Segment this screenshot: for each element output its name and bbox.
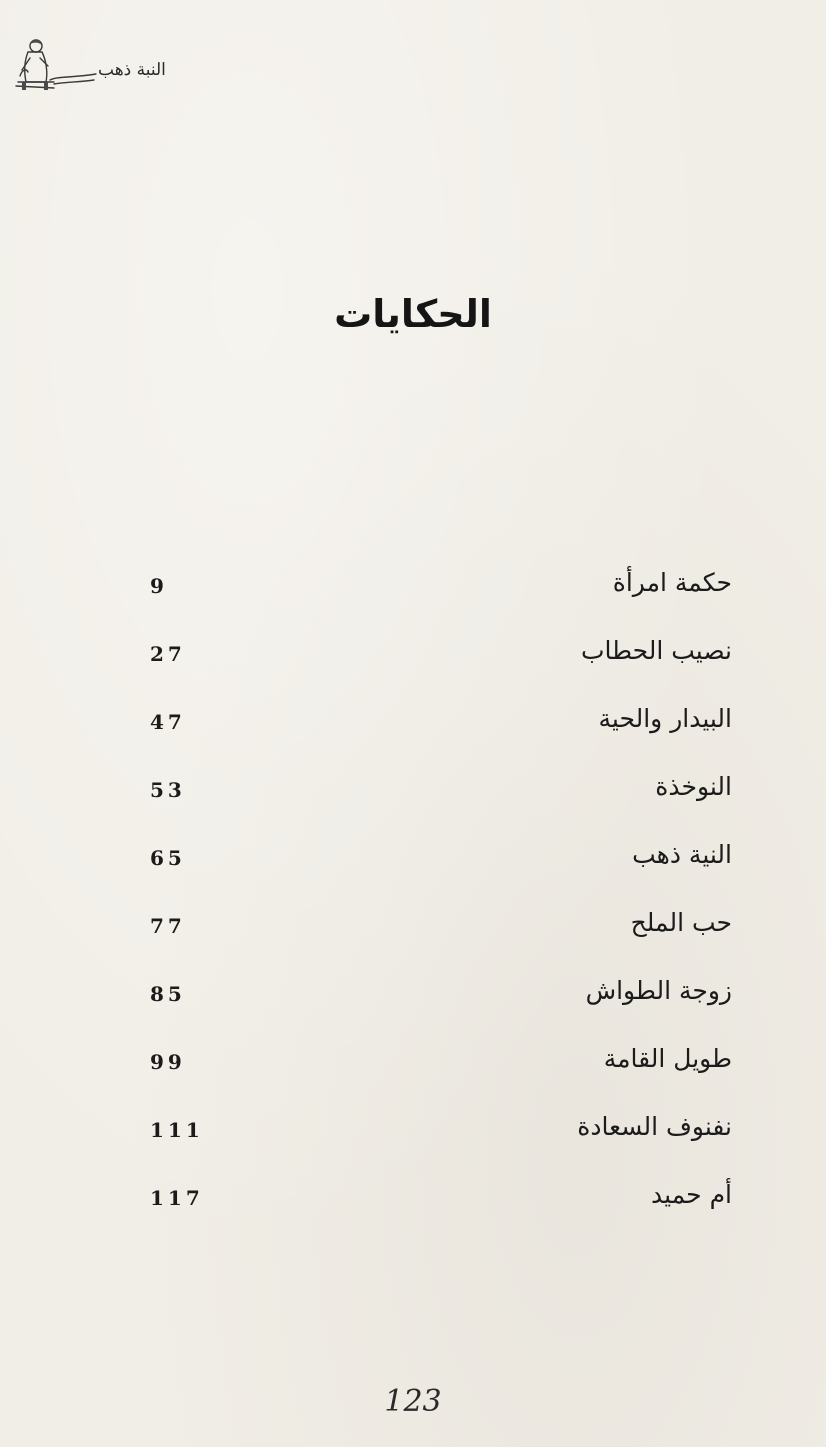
toc-entry-page: 99 [150,1050,186,1074]
toc-entry[interactable] [140,1172,732,1240]
toc-entry[interactable] [140,560,732,628]
toc-entry-title: أم حميد [651,1180,732,1209]
toc-entry-title: النوخذة [655,772,732,801]
toc-entry-page: 53 [150,778,186,802]
toc-entry-title: طويل القامة [603,1044,732,1073]
page-title: الحكايات [334,292,492,336]
toc-entry-page: 111 [150,1118,204,1142]
running-header [8,36,168,92]
toc-entry-page: 65 [150,846,186,870]
toc-entry-page: 47 [150,710,186,734]
toc-entry-page: 117 [150,1186,204,1210]
toc-entry-title: نفنوف السعادة [577,1112,732,1141]
toc-entry[interactable] [140,696,732,764]
toc-entry[interactable] [140,1036,732,1104]
toc-entry[interactable] [140,968,732,1036]
toc-entry[interactable] [140,832,732,900]
toc-entry-page: 27 [150,642,186,666]
toc-entry[interactable] [140,900,732,968]
toc-entry[interactable] [140,1104,732,1172]
table-of-contents [140,560,732,1240]
toc-entry-title: حب الملح [630,908,732,937]
toc-entry-title: زوجة الطواش [585,976,732,1005]
toc-entry-title: حكمة امرأة [612,568,732,597]
toc-entry-title: البيدار والحية [598,704,732,733]
toc-entry-page: 9 [150,574,168,598]
toc-entry[interactable] [140,628,732,696]
toc-entry-page: 77 [150,914,186,938]
page-number: 123 [384,1384,442,1419]
storyteller-figures-icon [10,36,102,92]
toc-entry-title: النية ذهب [632,840,732,869]
toc-entry-title: نصيب الحطاب [580,636,732,665]
toc-entry-page: 85 [150,982,186,1006]
running-title: النبة ذهب [98,60,166,80]
toc-entry[interactable] [140,764,732,832]
